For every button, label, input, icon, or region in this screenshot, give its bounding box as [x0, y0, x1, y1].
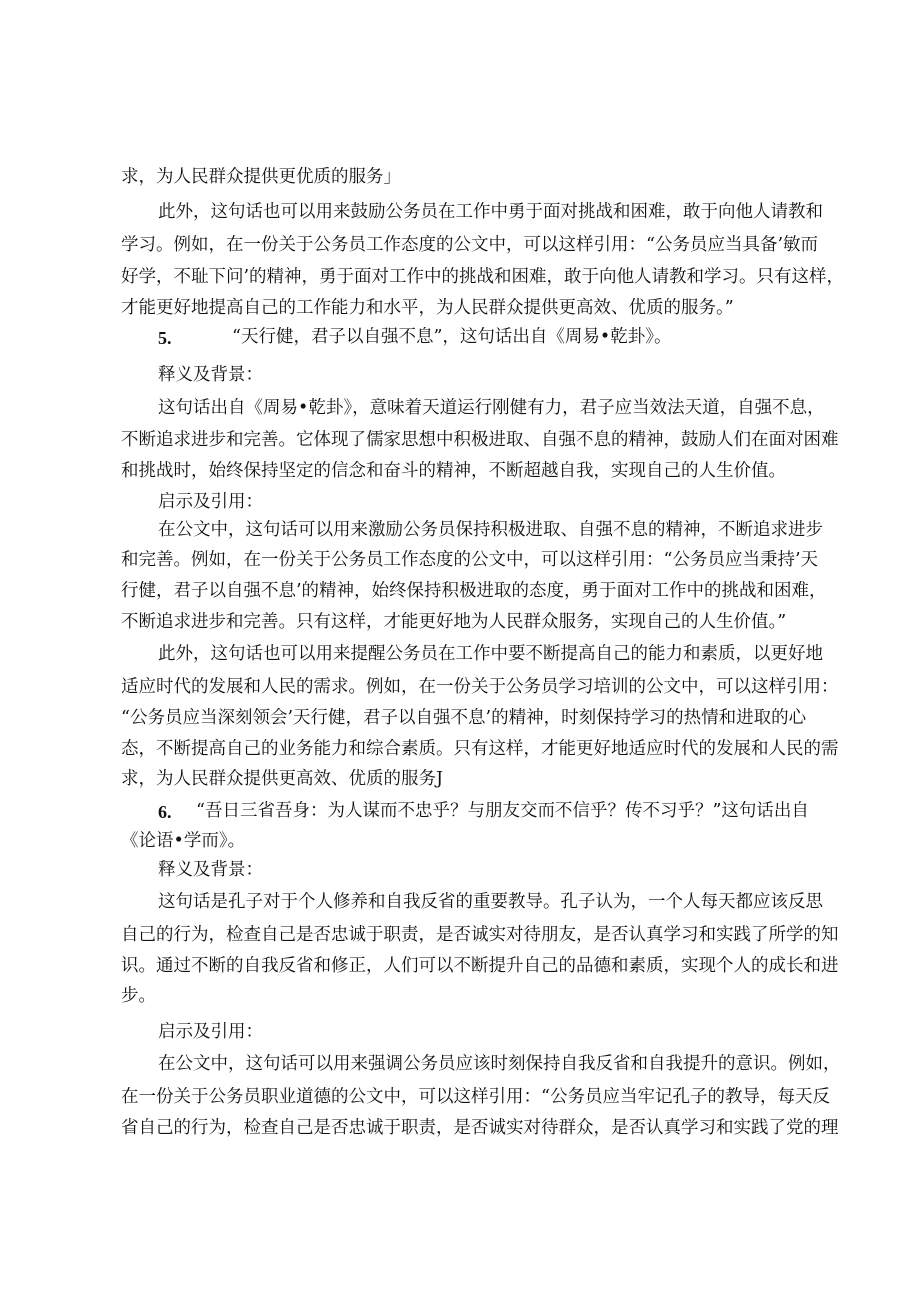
subheading-usage: 启示及引用： [158, 492, 263, 512]
section-heading: “吾日三省吾身：为人谋而不忠乎？与朋友交而不信乎？传不习乎？”这句话出自 [196, 801, 809, 821]
text-line: 适应时代的发展和人民的需求。例如，在一份关于公务员学习培训的公文中，可以这样引用： [121, 677, 839, 697]
text-line: 在公文中，这句话可以用来强调公务员应该时刻保持自我反省和自我提升的意识。例如， [158, 1054, 841, 1074]
section-number: 5. [158, 328, 172, 348]
text-line: 行健，君子以自强不息’的精神，始终保持积极进取的态度，勇于面对工作中的挑战和困难， [121, 581, 827, 601]
text-line: 步。 [121, 986, 156, 1006]
text-line: 省自己的行为，检查自己是否忠诚于职责，是否诚实对待群众，是否认真学习和实践了党的理 [121, 1118, 839, 1138]
text-line: 态，不断提高自己的业务能力和综合素质。只有这样，才能更好地适应时代的发展和人民的需 [121, 739, 839, 759]
text-line: 在公文中，这句话可以用来激励公务员保持积极进取、自强不息的精神，不断追求进步 [158, 520, 823, 540]
text-line: 和挑战时，始终保持坚定的信念和奋斗的精神，不断超越自我，实现自己的人生价值。 [121, 461, 786, 481]
text-line: 这句话是孔子对于个人修养和自我反省的重要教导。孔子认为，一个人每天都应该反思 [158, 892, 823, 912]
text-line: 求，为人民群众提供更高效、优质的服务J [121, 769, 444, 789]
text-line: 识。通过不断的自我反省和修正，人们可以不断提升自己的品德和素质，实现个人的成长和进 [121, 956, 839, 976]
subheading-meaning: 释义及背景： [158, 365, 263, 385]
text-line: 不断追求进步和完善。只有这样，才能更好地为人民群众服务，实现自己的人生价值。” [121, 612, 787, 632]
text-line: 求，为人民群众提供更优质的服务」 [121, 167, 401, 187]
text-line: 学习。例如，在一份关于公务员工作态度的公文中，可以这样引用：“公务员应当具备’敏而 [121, 235, 819, 255]
text-line: 和完善。例如，在一份关于公务员工作态度的公文中，可以这样引用：“公务员应当秉持’天 [121, 550, 819, 570]
text-line: “公务员应当深刻领会’天行健，君子以自强不息’的精神，时刻保持学习的热情和进取的心 [121, 708, 807, 728]
subheading-meaning: 释义及背景： [158, 860, 263, 880]
text-line: 不断追求进步和完善。它体现了儒家思想中积极进取、自强不息的精神，鼓励人们在面对困难 [121, 430, 839, 450]
text-line: 在一份关于公务员职业道德的公文中，可以这样引用：“公务员应当牢记孔子的教导，每天反 [121, 1087, 830, 1107]
text-line: 此外，这句话也可以用来提醒公务员在工作中要不断提高自己的能力和素质，以更好地 [158, 644, 823, 664]
section-heading: “天行健，君子以自强不息”，这句话出自《周易•乾卦》。 [232, 327, 672, 347]
text-line: 《论语•学而》。 [121, 831, 246, 851]
text-line: 才能更好地提高自己的工作能力和水平，为人民群众提供更高效、优质的服务。” [121, 298, 734, 318]
text-line: 这句话出自《周易•乾卦》，意味着天道运行刚健有力，君子应当效法天道，自强不息， [158, 398, 825, 418]
section-number: 6. [158, 802, 172, 822]
subheading-usage: 启示及引用： [158, 1022, 263, 1042]
text-line: 自己的行为，检查自己是否忠诚于职责，是否诚实对待朋友，是否认真学习和实践了所学的知 [121, 925, 839, 945]
text-line: 好学，不耻下问’的精神，勇于面对工作中的挑战和困难，敢于向他人请教和学习。只有这样， [121, 267, 845, 287]
text-line: 此外，这句话也可以用来鼓励公务员在工作中勇于面对挑战和困难，敢于向他人请教和 [158, 202, 823, 222]
